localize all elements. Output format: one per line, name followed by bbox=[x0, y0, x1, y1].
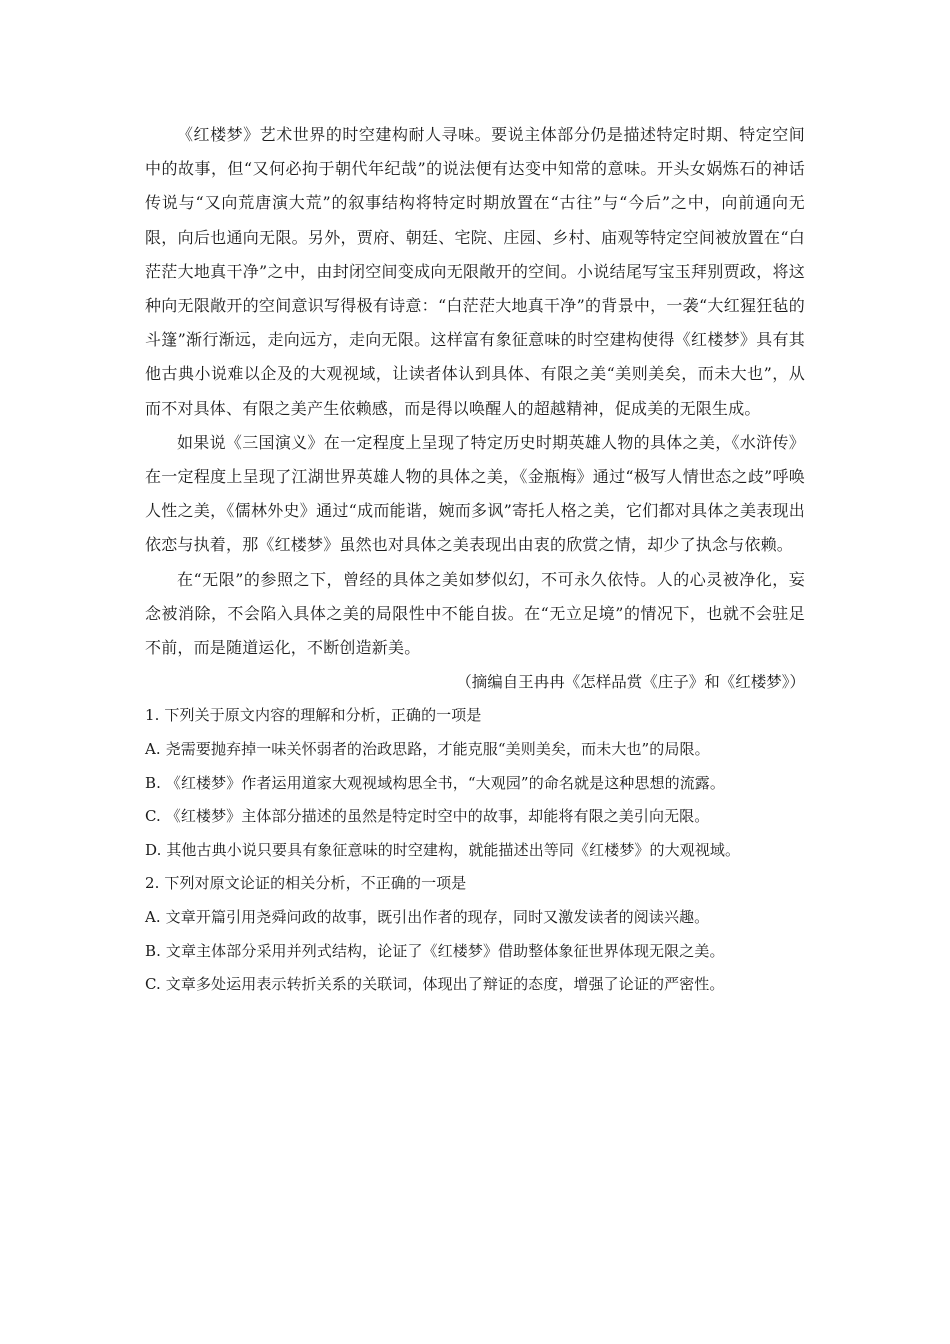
option-a: A. 尧需要抛弃掉一味关怀弱者的治政思路，才能克服“美则美矣，而未大也”的局限。 bbox=[145, 740, 710, 759]
option-d: D. 其他古典小说只要具有象征意味的时空建构，就能描述出等同《红楼梦》的大观视域。 bbox=[145, 840, 741, 859]
article-paragraph-1: 《红楼梦》艺术世界的时空建构耐人寻味。要说主体部分仍是描述特定时期、特定空间中的故事，但“又何必拘于朝代年纪哉”的说法便有达变中知常的意味。开头女娲炼石的神话传说与“又向荒唐演大荒”的叙事结构将特定时期放置在“古往”与“今后”之中，向前通向无限，向后也通向无限。另外，贾府、朝廷、宅院、庄园、乡村、庙观等特定空间被放置在“白茫茫大地真干净”之中，由封闭空间变成向无限敞开的空间。小说结尾写宝玉拜别贾政，将这种向无限敞开的空间意识写得极有诗意：“白茫茫大地真干净”的背景中，一袭“大红猩狂毡的斗篷”渐行渐远，走向远方，走向无限。这样富有象征意味的时空建构使得《红楼梦》具有其他古典小说难以企及的大观视域，让读者体认到具体、有限之美“美则美矣，而未大也”，从而不对具体、有限之美产生依赖感，而是得以唤醒人的超越精神，促成美的无限生成。 bbox=[145, 125, 805, 418]
article-paragraph-3: 在“无限”的参照之下，曾经的具体之美如梦似幻，不可永久依恃。人的心灵被净化，妄念被消除，不会陷入具体之美的局限性中不能自拔。在“无立足境”的情况下，也就不会驻足不前，而是随道运化，不断创造新美。 bbox=[145, 569, 805, 658]
question-1 bbox=[145, 699, 805, 867]
article-body bbox=[145, 118, 805, 699]
question-stem: 2. 下列对原文论证的相关分析，不正确的一项是 bbox=[145, 874, 467, 893]
question-stem: 1. 下列关于原文内容的理解和分析，正确的一项是 bbox=[145, 706, 482, 725]
article-paragraph-2: 如果说《三国演义》在一定程度上呈现了特定历史时期英雄人物的具体之美，《水浒传》在一定程度上呈现了江湖世界英雄人物的具体之美，《金瓶梅》通过“极写人情世态之歧”呼唤人性之美，《儒林外史》通过“成而能谐，婉而多讽”寄托人格之美，它们都对具体之美表现出依恋与执着，那《红楼梦》虽然也对具体之美表现出由衷的欣赏之情，却少了执念与依赖。 bbox=[145, 432, 805, 555]
option-c: C. 文章多处运用表示转折关系的关联词，体现出了辩证的态度，增强了论证的严密性。 bbox=[145, 975, 725, 994]
article-source-citation: （摘编自王冉冉《怎样品赏《庄子》和《红楼梦》） bbox=[456, 673, 805, 692]
question-2 bbox=[145, 867, 805, 1001]
option-c: C. 《红楼梦》主体部分描述的虽然是特定时空中的故事，却能将有限之美引向无限。 bbox=[145, 807, 710, 826]
option-b: B. 《红楼梦》作者运用道家大观视域构思全书，“大观园”的命名就是这种思想的流露。 bbox=[145, 773, 725, 792]
option-a: A. 文章开篇引用尧舜问政的故事，既引出作者的现存，同时又激发读者的阅读兴趣。 bbox=[145, 908, 710, 927]
option-b: B. 文章主体部分采用并列式结构，论证了《红楼梦》借助整体象征世界体现无限之美。 bbox=[145, 941, 725, 960]
